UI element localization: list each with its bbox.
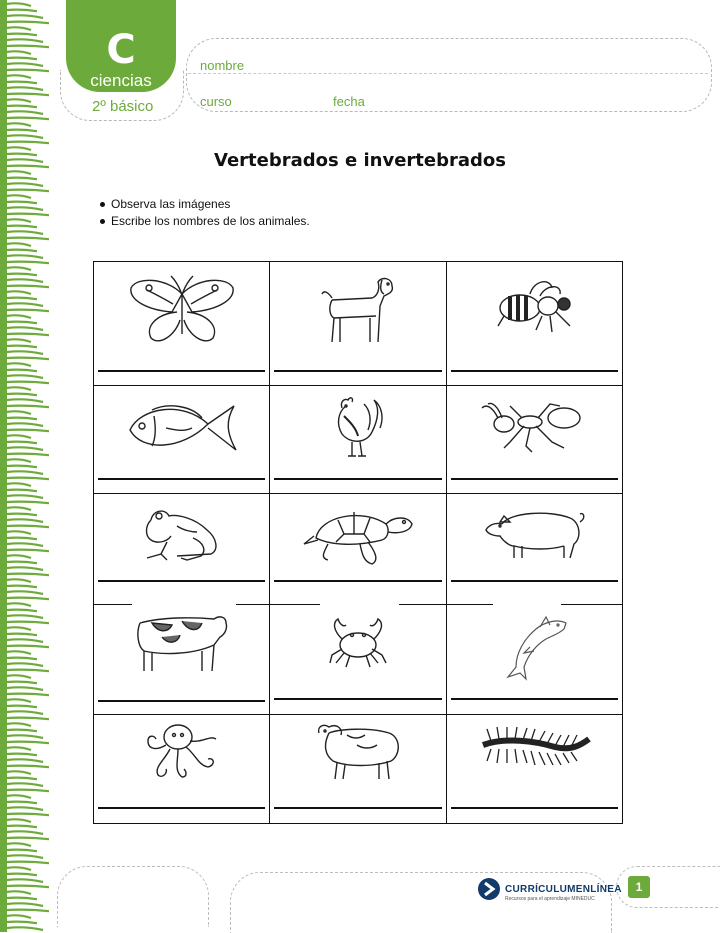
- grass-border: [0, 0, 50, 932]
- rooster-icon: [328, 394, 388, 464]
- course-label: curso: [200, 94, 232, 109]
- bullet-icon: [100, 219, 105, 224]
- bee-icon: [490, 276, 580, 336]
- sheep-icon: [313, 721, 403, 783]
- answer-line[interactable]: [451, 370, 618, 372]
- crab-icon: [326, 615, 390, 671]
- badge-letter: C: [106, 27, 136, 73]
- logo-title: CURRÍCULUMENLÍNEA: [505, 884, 622, 895]
- curriculum-logo-icon: [477, 877, 501, 901]
- cow-icon: [132, 611, 232, 677]
- animal-cell: [447, 605, 622, 714]
- answer-line[interactable]: [274, 807, 442, 809]
- page-number: 1: [628, 876, 650, 898]
- student-info-box: [186, 38, 712, 112]
- student-info-divider: [188, 73, 708, 74]
- answer-line[interactable]: [451, 478, 618, 480]
- answer-line[interactable]: [451, 698, 618, 700]
- animal-cell: [270, 262, 446, 385]
- fish-icon: [122, 398, 242, 458]
- dolphin-icon: [500, 613, 570, 683]
- date-label: fecha: [333, 94, 365, 109]
- instruction-text: Escribe los nombres de los animales.: [111, 214, 310, 228]
- bullet-icon: [100, 202, 105, 207]
- animal-cell: [270, 494, 446, 604]
- animal-cell: [94, 715, 269, 823]
- pig-icon: [480, 502, 590, 564]
- answer-line[interactable]: [274, 580, 442, 582]
- grass-blades: [7, 3, 49, 930]
- animal-cell: [447, 262, 622, 385]
- answer-line[interactable]: [274, 370, 442, 372]
- subject-badge: [66, 0, 176, 92]
- worksheet-title: Vertebrados e invertebrados: [214, 150, 506, 171]
- instruction-text: Observa las imágenes: [111, 197, 231, 211]
- answer-line[interactable]: [98, 807, 265, 809]
- butterfly-icon: [127, 274, 237, 349]
- ant-icon: [480, 396, 590, 456]
- answer-line[interactable]: [451, 807, 618, 809]
- animal-cell: [94, 262, 269, 385]
- animal-cell: [447, 715, 622, 823]
- badge-subject: ciencias: [90, 71, 152, 90]
- instruction-2: [100, 214, 310, 228]
- dog-icon: [318, 272, 398, 348]
- animal-cell: [447, 386, 622, 493]
- animal-cell: [94, 494, 269, 604]
- centipede-icon: [475, 721, 595, 771]
- footer-outline: [57, 866, 209, 927]
- answer-line[interactable]: [98, 478, 265, 480]
- animal-cell: [94, 386, 269, 493]
- footer-outline: [230, 872, 612, 933]
- instruction-1: [100, 197, 230, 211]
- frog-icon: [137, 502, 227, 566]
- answer-line[interactable]: [98, 580, 265, 582]
- answer-line[interactable]: [98, 700, 265, 702]
- animal-cell: [270, 386, 446, 493]
- answer-line[interactable]: [274, 698, 442, 700]
- logo-tagline: Recursos para el aprendizaje MINEDUC: [505, 896, 595, 902]
- turtle-icon: [298, 502, 418, 568]
- answer-line[interactable]: [274, 478, 442, 480]
- animal-cell: [94, 605, 269, 714]
- octopus-icon: [144, 721, 220, 781]
- answer-line[interactable]: [98, 370, 265, 372]
- animal-cell: [270, 605, 446, 714]
- animal-grid: [93, 261, 623, 824]
- grade-label: 2º básico: [92, 98, 154, 115]
- animal-cell: [270, 715, 446, 823]
- name-label: nombre: [200, 58, 245, 73]
- answer-line[interactable]: [451, 580, 618, 582]
- animal-cell: [447, 494, 622, 604]
